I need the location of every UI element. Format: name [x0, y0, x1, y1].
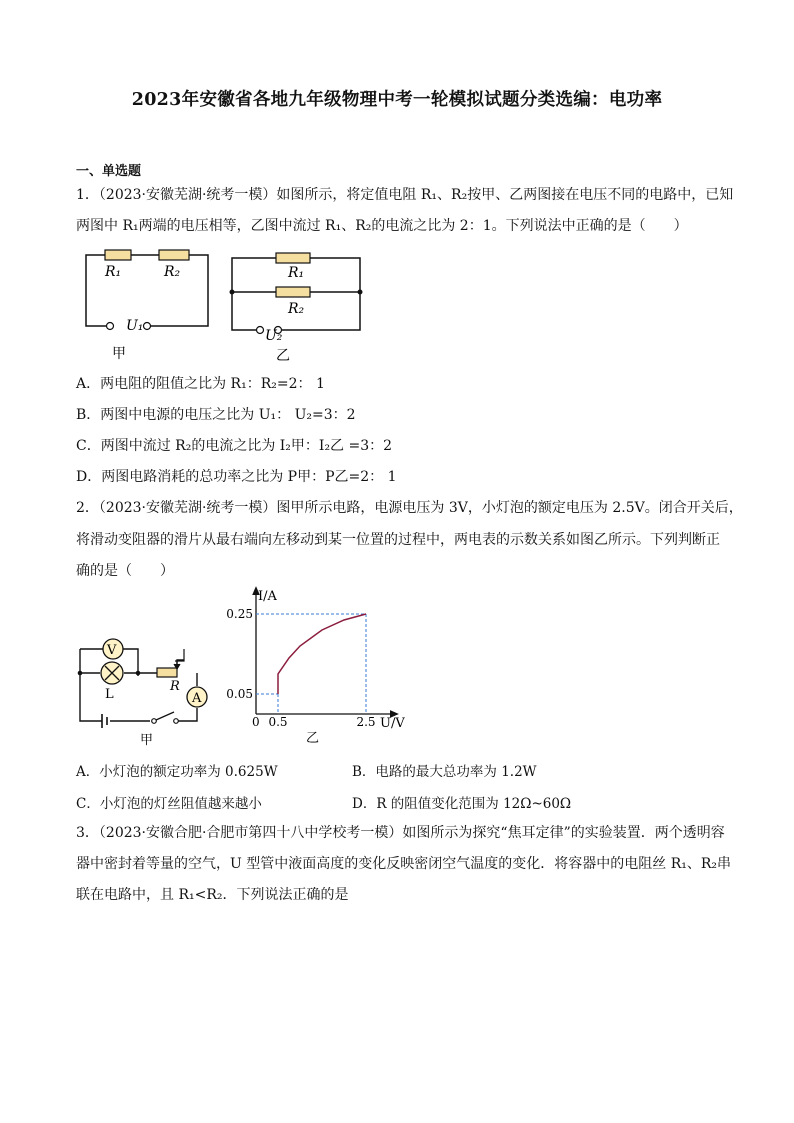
q3-stem-line2: 器中密封着等量的空气，U 型管中液面高度的变化反映密闭空气温度的变化．将容器中的电阻丝 R₁、R₂串: [76, 856, 732, 872]
label-u2: U₂: [265, 328, 283, 344]
caption-jia: 甲: [112, 346, 126, 362]
q3-stem-line3: 联在电路中，且 R₁<R₂．下列说法正确的是: [76, 887, 349, 903]
terminal-left: [107, 323, 114, 330]
voltmeter-label: V: [107, 643, 117, 658]
y-tick-label: 0.05: [226, 687, 253, 701]
q1-stem-line1: 1．（2023·安徽芜湖·统考一模）如图所示，将定值电阻 R₁、R₂按甲、乙两图接在电压不同的电路中，已知: [76, 187, 734, 203]
resistor-r1: [105, 250, 131, 260]
caption-yi: 乙: [306, 731, 320, 746]
junction: [136, 671, 141, 676]
y-axis-label: I/A: [258, 589, 277, 604]
q2-option-d: D．R 的阻值变化范围为 12Ω~60Ω: [352, 796, 572, 812]
iv-curve: [278, 614, 366, 694]
q2-circuit-jia: [72, 628, 222, 748]
origin-label: 0: [252, 715, 260, 729]
switch-lever: [156, 712, 174, 720]
label-r1: R₁: [105, 264, 122, 280]
q1-option-b: B．两图中电源的电压之比为 U₁： U₂=3：2: [76, 407, 356, 423]
y-tick-label: 0.25: [226, 607, 253, 621]
q1-option-a: A．两电阻的阻值之比为 R₁：R₂=2： 1: [76, 376, 325, 392]
label-u1: U₁: [126, 318, 144, 334]
label-r2: R₂: [288, 301, 305, 317]
q1-option-c: C．两图中流过 R₂的电流之比为 I₂甲：I₂乙 =3：2: [76, 438, 393, 454]
q2-option-a: A．小灯泡的额定功率为 0.625W: [76, 764, 278, 780]
resistor-r2: [159, 250, 189, 260]
caption-jia: 甲: [140, 733, 154, 748]
caption-yi: 乙: [276, 348, 290, 364]
junction-left: [230, 290, 235, 295]
ammeter-label: A: [192, 691, 202, 706]
q2-stem-line3: 确的是（ ）: [76, 563, 174, 579]
junction-right: [358, 290, 363, 295]
q2-option-c: C．小灯泡的灯丝阻值越来越小: [76, 796, 262, 812]
q3-stem-line1: 3．（2023·安徽合肥·合肥市第四十八中学校考一模）如图所示为探究“焦耳定律”的实验装置．两个透明容: [76, 825, 725, 841]
x-tick-label: 0.5: [268, 715, 288, 729]
resistor-r1: [276, 253, 310, 263]
page-title: 2023年安徽省各地九年级物理中考一轮模拟试题分类选编：电功率: [131, 90, 663, 110]
switch-contact: [174, 719, 179, 724]
terminal-left: [257, 327, 264, 334]
rheostat-label: R: [170, 679, 180, 694]
q2-stem-line1: 2．（2023·安徽芜湖·统考一模）图甲所示电路，电源电压为 3V，小灯泡的额定电压为 2.5V。闭合开关后，: [76, 500, 743, 516]
q1-option-d: D．两图电路消耗的总功率之比为 P甲：P乙=2： 1: [76, 469, 397, 485]
label-r2: R₂: [164, 264, 181, 280]
battery-icon: [102, 714, 107, 728]
resistor-r2: [276, 287, 310, 297]
rheostat-icon: [157, 668, 177, 677]
label-r1: R₁: [288, 265, 305, 281]
junction: [78, 671, 83, 676]
q2-option-b: B．电路的最大总功率为 1.2W: [352, 764, 537, 780]
terminal-right: [144, 323, 151, 330]
q1-circuit-yi: [224, 244, 374, 364]
q1-circuit-jia: [72, 244, 222, 364]
section-heading: 一、单选题: [76, 164, 142, 179]
q1-stem-line2: 两图中 R₁两端的电压相等，乙图中流过 R₁、R₂的电流之比为 2：1。下列说法中正确的是（ ）: [76, 218, 688, 234]
lamp-label: L: [105, 687, 114, 702]
x-axis-label: U/V: [380, 716, 405, 731]
switch-icon: [152, 719, 157, 724]
x-tick-label: 2.5: [356, 715, 376, 729]
q2-stem-line2: 将滑动变阻器的滑片从最右端向左移动到某一位置的过程中，两电表的示数关系如图乙所示。下列判断正: [76, 532, 720, 548]
q2-iv-chart: [226, 586, 410, 746]
